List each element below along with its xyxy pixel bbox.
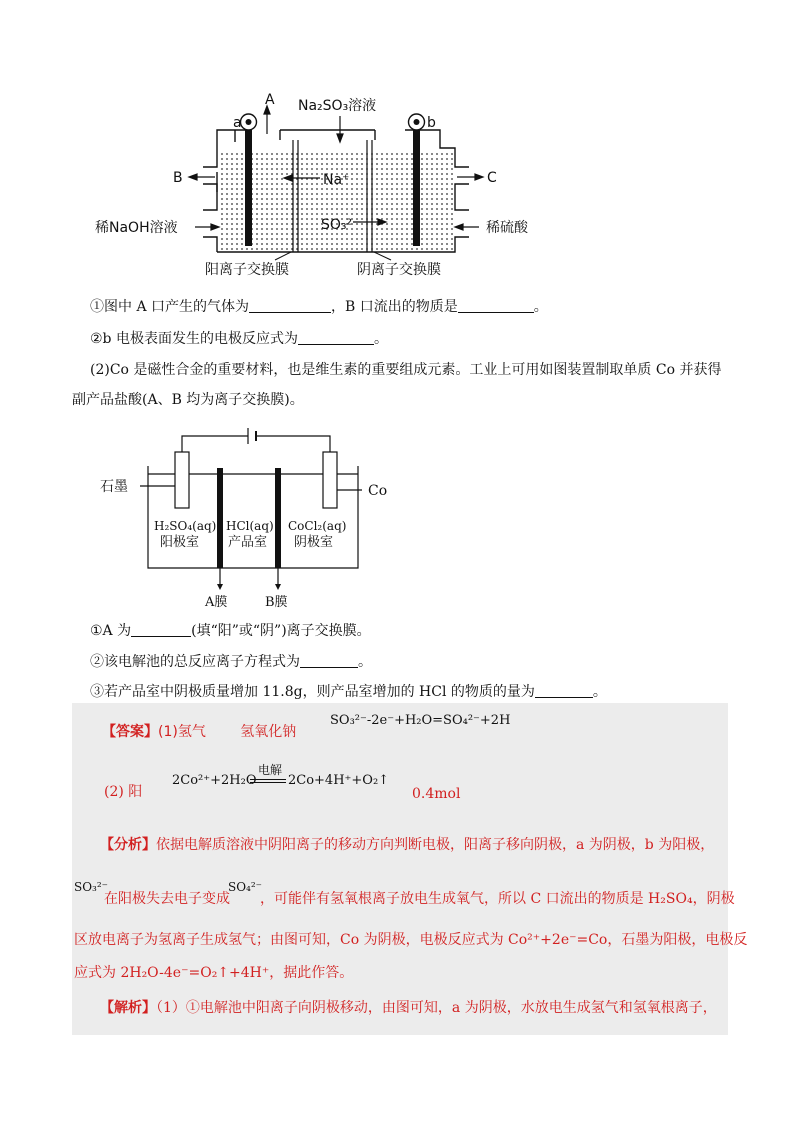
- q3-line1: ①A 为 (填“阳”或“阴”)离子交换膜。: [90, 623, 371, 639]
- q1-line2: ②b 电极表面发生的电极反应式为 。: [90, 331, 388, 347]
- label-cathode-chamber: 阴极室: [294, 535, 334, 550]
- q3-line3: ③若产品室中阴极质量增加 11.8g，则产品室增加的 HCl 的物质的量为 。: [90, 684, 607, 700]
- label-C: C: [487, 170, 497, 186]
- answer-blank[interactable]: [131, 622, 191, 637]
- label-anode-chamber: 阳极室: [160, 535, 200, 550]
- terminal-a: [241, 114, 257, 130]
- electrolysis-diagram-1: [95, 92, 565, 282]
- q3-line2: ②该电解池的总反应离子方程式为 。: [90, 654, 372, 670]
- answer-eq1: SO₃²⁻-2e⁻+H₂O=SO₄²⁻+2H: [330, 713, 511, 728]
- label-so3-ion: SO₃²⁻: [321, 217, 360, 233]
- answer-eq2-left: 2Co²⁺+2H₂O: [172, 773, 257, 788]
- label-chamber3-formula: CoCl₂(aq): [288, 519, 347, 533]
- label-membrane-b: B膜: [265, 595, 288, 608]
- q1-line1: ①图中 A 口产生的气体为 ，B 口流出的物质是 。: [90, 299, 548, 315]
- co-electrode: [323, 452, 337, 508]
- label-membrane-a: A膜: [205, 595, 228, 608]
- analysis-line1: 【分析】依据电解质溶液中阴阳离子的移动方向判断电极，阳离子移向阴极，a 为阴极，b 为阳极，: [100, 837, 715, 853]
- analysis-line4: 应式为 2H₂O-4e⁻=O₂↑+4H⁺，据此作答。: [74, 965, 354, 981]
- leader-lines: [275, 252, 391, 260]
- answer-part3-value: 0.4mol: [412, 786, 461, 802]
- q2-intro-line1: (2)Co 是磁性合金的重要材料，也是维生素的重要组成元素。工业上可用如图装置制取单质 Co 并获得: [90, 362, 722, 378]
- membrane-b: [275, 468, 281, 568]
- label-b: b: [427, 115, 436, 131]
- answer-line1: 【答案】(1)氢气 氢氧化钠: [102, 724, 297, 740]
- label-chamber2-formula: HCl(aq): [226, 519, 274, 533]
- answer-blank[interactable]: [298, 330, 374, 345]
- explanation-line1: 【解析】（1）①电解池中阳离子向阴极移动，由图可知，a 为阴极，水放电生成氢气和氢氧根离子，: [100, 1000, 717, 1016]
- answer-blank[interactable]: [458, 298, 534, 313]
- label-na-ion: Na⁺: [323, 172, 350, 188]
- label-a: a: [233, 115, 242, 131]
- membrane-a: [217, 468, 223, 568]
- label-cation-membrane: 阳离子交换膜: [205, 262, 289, 278]
- answer-blank[interactable]: [300, 653, 358, 668]
- analysis-line3: 区放电离子为氢离子生成氢气；由图可知，Co 为阴极，电极反应式为 Co²⁺+2e⁻=Co，石墨为阳极，电极反: [74, 932, 748, 948]
- q2-intro-line2: 副产品盐酸(A、B 均为离子交换膜)。: [72, 392, 304, 408]
- answer-eq2-condition: 电解: [258, 763, 283, 777]
- label-h2so4-inlet: 稀硫酸: [486, 220, 528, 236]
- graphite-electrode: [175, 452, 189, 508]
- label-product-chamber: 产品室: [228, 535, 268, 550]
- label-chamber1-formula: H₂SO₄(aq): [154, 519, 217, 533]
- analysis-so4: SO₄²⁻: [228, 880, 263, 894]
- answer-panel: [72, 703, 728, 1035]
- label-naoh-inlet: 稀NaOH溶液: [95, 220, 178, 236]
- electrode-a: [245, 122, 252, 246]
- electrode-b: [413, 122, 420, 246]
- label-B: B: [173, 170, 183, 186]
- analysis-so3: SO₃²⁻: [74, 880, 109, 894]
- label-anion-membrane: 阴离子交换膜: [357, 262, 441, 278]
- answer-blank[interactable]: [249, 298, 331, 313]
- electrolysis-diagram-2: [100, 418, 400, 608]
- terminal-b: [409, 114, 425, 130]
- answer-part2-label: (2) 阳: [104, 784, 143, 800]
- answer-eq2-right: 2Co+4H⁺+O₂↑: [288, 773, 390, 788]
- label-co: Co: [368, 483, 388, 499]
- analysis-line2-end: ，可能伴有氢氧根离子放电生成氧气，所以 C 口流出的物质是 H₂SO₄，阴极: [260, 891, 735, 907]
- label-graphite: 石墨: [100, 479, 128, 495]
- label-na2so3: Na₂SO₃溶液: [298, 98, 377, 114]
- analysis-line2-mid: 在阳极失去电子变成: [104, 891, 230, 907]
- label-A: A: [265, 92, 275, 108]
- answer-blank[interactable]: [535, 683, 593, 698]
